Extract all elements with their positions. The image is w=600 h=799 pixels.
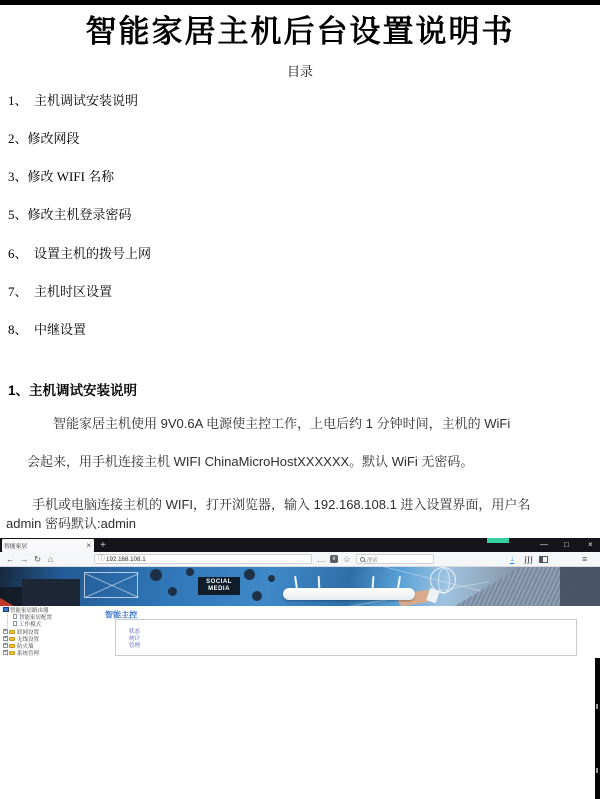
toc-item-3: 3、修改 WIFI 名称 — [8, 169, 115, 184]
toc-item-2: 2、修改网段 — [8, 131, 80, 146]
search-input[interactable] — [356, 554, 434, 564]
sidebar-item-label: 无线设置 — [17, 636, 39, 643]
icon-collage — [168, 587, 177, 596]
content-panel — [115, 619, 577, 656]
document-icon — [13, 621, 17, 626]
url-input[interactable] — [94, 554, 312, 564]
icon-collage — [186, 568, 194, 576]
expand-icon[interactable]: + — [4, 642, 7, 648]
sidebar-item-label: 智能家居路由器 — [10, 607, 49, 614]
new-tab-icon[interactable]: + — [100, 540, 106, 551]
scan-mark — [596, 768, 598, 773]
scan-top-bar — [0, 0, 600, 5]
social-media-label: SOCIAL MEDIA — [198, 577, 240, 595]
sidebar-item-label: 工作模式 — [19, 621, 41, 628]
scan-right-strip — [595, 658, 600, 799]
reload-icon[interactable]: ↻ — [34, 554, 42, 564]
close-icon[interactable]: × — [588, 540, 593, 549]
router-device-icon — [3, 607, 9, 612]
hero-banner — [0, 567, 600, 606]
search-icon — [360, 557, 365, 562]
icon-collage — [150, 569, 162, 581]
link-statistics[interactable]: 统计 — [129, 635, 140, 642]
folder-icon — [9, 644, 15, 648]
icon-collage — [268, 575, 275, 582]
router-admin-page — [0, 606, 600, 660]
section1-heading: 1、主机调试安装说明 — [8, 383, 138, 398]
expand-icon[interactable]: + — [4, 649, 7, 655]
pocket-icon[interactable]: ∨ — [331, 556, 337, 562]
download-icon[interactable]: ↓ — [510, 554, 514, 563]
suit-arm-shadow — [560, 567, 600, 606]
url-text: 192.168.108.1 — [106, 555, 146, 563]
browser-toolbar — [0, 552, 600, 567]
shirt-cuff — [426, 588, 440, 603]
section1-para1-line2: 会起来，用手机连接主机 WIFI ChinaMicroHostXXXXXX。默认 WiFi 无密码。 — [27, 454, 474, 469]
section1-para2-line1: 手机或电脑连接主机的 WIFI，打开浏览器，输入 192.168.108.1 进入设置界面，用户名 — [32, 497, 531, 512]
toc-item-5: 5、修改主机登录密码 — [8, 207, 132, 222]
expand-icon[interactable]: + — [4, 635, 7, 641]
sidebar-item-system[interactable] — [3, 649, 57, 656]
section1-para2-line2: admin 密码默认:admin — [6, 516, 137, 531]
link-status[interactable]: 状态 — [129, 628, 140, 635]
section1-para1-line1: 智能家居主机使用 9V0.6A 电源使主控工作，上电后约 1 分钟时间，主机的 WiFi — [53, 416, 511, 431]
browser-screenshot — [0, 538, 600, 660]
icon-collage — [244, 569, 255, 580]
search-placeholder: 搜索 — [366, 556, 378, 564]
folder-icon — [9, 637, 15, 641]
sidebar-item-label: 智能家居配置 — [19, 614, 52, 621]
toc-heading: 目录 — [286, 64, 313, 79]
toc-item-6: 6、 设置主机的拨号上网 — [8, 246, 152, 261]
site-info-icon[interactable]: ⓘ — [98, 555, 105, 562]
sidebar-item-label: 防火墙 — [17, 643, 34, 650]
browser-tab[interactable] — [2, 539, 94, 552]
sidebar-item-workmode[interactable] — [13, 620, 59, 627]
document-icon — [13, 614, 17, 619]
sidebar-item-label: 系统管理 — [17, 650, 39, 657]
tab-close-icon[interactable]: × — [86, 541, 91, 550]
folder-icon — [9, 630, 15, 634]
expand-icon[interactable]: + — [4, 628, 7, 634]
link-management[interactable]: 管理 — [129, 642, 140, 649]
toc-item-1: 1、 主机调试安装说明 — [8, 93, 139, 108]
envelope-wireframe — [84, 572, 138, 598]
sidebar-toggle-icon[interactable] — [539, 556, 548, 563]
wifi-router — [283, 588, 415, 600]
maximize-icon[interactable]: □ — [564, 540, 569, 549]
browser-tabbar — [0, 538, 600, 552]
forward-icon[interactable]: → — [20, 554, 29, 564]
minimize-icon[interactable]: — — [540, 540, 548, 549]
home-icon[interactable]: ⌂ — [48, 554, 54, 564]
toc-item-8: 8、 中继设置 — [8, 322, 87, 337]
doc-title: 智能家居主机后台设置说明书 — [85, 14, 515, 49]
tab-title: 智能家居 — [4, 542, 28, 550]
sidebar-item-label: 联网设置 — [17, 629, 39, 636]
toc-item-7: 7、 主机时区设置 — [8, 284, 113, 299]
back-icon[interactable]: ← — [6, 554, 15, 564]
page-actions-icon[interactable]: … — [317, 554, 326, 564]
folder-icon — [9, 651, 15, 655]
library-icon[interactable] — [525, 556, 533, 564]
building-silhouette — [22, 579, 80, 606]
page-title: 智能主控 — [105, 609, 138, 620]
scan-mark — [596, 704, 598, 709]
titlebar-artifact — [487, 538, 509, 543]
icon-collage — [252, 591, 262, 601]
menu-icon[interactable]: ≡ — [582, 554, 588, 564]
bookmark-star-icon[interactable]: ☆ — [343, 554, 351, 564]
